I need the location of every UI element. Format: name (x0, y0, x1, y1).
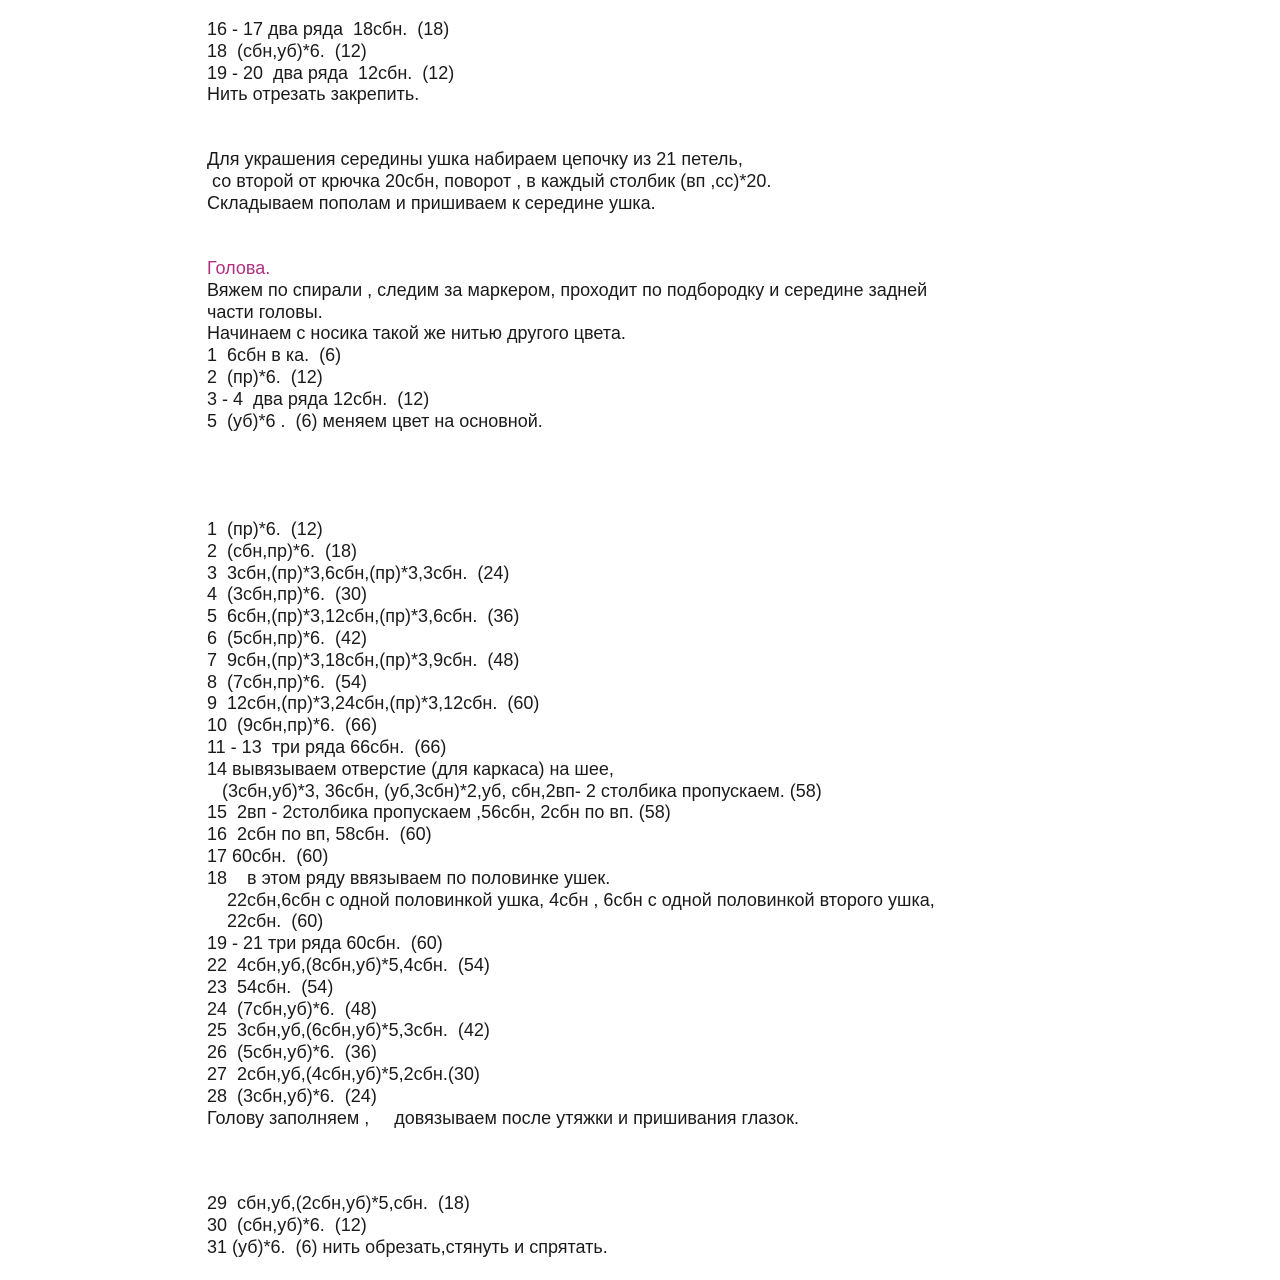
section-head-finish (207, 1193, 1257, 1258)
text-line: 16 2сбн по вп, 58сбн. (60) (207, 824, 432, 845)
text-line: 5 6сбн,(пр)*3,12сбн,(пр)*3,6сбн. (36) (207, 606, 520, 627)
text-line: 29 сбн,уб,(2сбн,уб)*5,сбн. (18) (207, 1193, 470, 1213)
text-line: 1 (пр)*6. (12) (207, 519, 323, 539)
text-line: 27 2сбн,уб,(4сбн,уб)*5,2сбн.(30) (207, 1063, 480, 1084)
text-line: 14 вывязываем отверстие (для каркаса) на шее, (207, 758, 614, 779)
section-heading: Голова. (207, 258, 271, 278)
text-line: 8 (7сбн,пр)*6. (54) (207, 671, 368, 692)
text-line: Нить отрезать закрепить. (207, 84, 420, 105)
text-line: части головы. (207, 301, 323, 322)
text-line: 30 (сбн,уб)*6. (12) (207, 1214, 367, 1235)
text-line: Голову заполняем , довязываем после утяжки и пришивания глазок. (207, 1107, 799, 1128)
text-line: 28 (3сбн,уб)*6. (24) (207, 1085, 377, 1106)
text-line: 22сбн. (60) (207, 911, 324, 932)
text-line: 2 (пр)*6. (12) (207, 366, 323, 387)
text-line: 15 2вп - 2столбика пропускаем ,56сбн, 2сбн по вп. (58) (207, 802, 671, 823)
text-line: 16 - 17 два ряда 18сбн. (18) (207, 19, 450, 39)
text-line: 19 - 20 два ряда 12сбн. (12) (207, 62, 455, 83)
text-line: 18 в этом ряду ввязываем по половинке ушек. (207, 867, 611, 888)
text-line: 2 (сбн,пр)*6. (18) (207, 540, 358, 561)
text-line: (3сбн,уб)*3, 36сбн, (уб,3сбн)*2,уб, сбн,2вп- 2 столбика пропускаем. (58) (207, 780, 822, 801)
text-line: Для украшения середины ушка набираем цепочку из 21 петель, (207, 149, 743, 169)
text-line: 6 (5сбн,пр)*6. (42) (207, 627, 368, 648)
section-ear-end (207, 19, 1257, 106)
text-line: 4 (3сбн,пр)*6. (30) (207, 584, 368, 605)
text-line: 22сбн,6сбн с одной половинкой ушка, 4сбн , 6сбн с одной половинкой второго ушка, (207, 889, 935, 910)
text-line: 9 12сбн,(пр)*3,24сбн,(пр)*3,12сбн. (60) (207, 693, 540, 714)
text-line: Начинаем с носика такой же нитью другого цвета. (207, 323, 626, 344)
text-line: 5 (уб)*6 . (6) меняем цвет на основной. (207, 410, 543, 431)
text-line: 3 - 4 два ряда 12сбн. (12) (207, 388, 430, 409)
section-ear-decoration (207, 149, 1257, 214)
text-line: 24 (7сбн,уб)*6. (48) (207, 998, 377, 1019)
text-line: 18 (сбн,уб)*6. (12) (207, 40, 367, 61)
text-line: Вяжем по спирали , следим за маркером, проходит по подбородку и середине задней (207, 279, 928, 300)
section-head-rows (207, 519, 1257, 1129)
section-head (207, 258, 1257, 432)
text-line: 11 - 13 три ряда 66сбн. (66) (207, 736, 447, 757)
text-line: 3 3сбн,(пр)*3,6сбн,(пр)*3,3сбн. (24) (207, 562, 510, 583)
text-line: 23 54сбн. (54) (207, 976, 334, 997)
text-line: со второй от крючка 20сбн, поворот , в каждый столбик (вп ,сс)*20. (207, 170, 772, 191)
text-line: 22 4сбн,уб,(8сбн,уб)*5,4сбн. (54) (207, 954, 490, 975)
text-line: 17 60сбн. (60) (207, 845, 329, 866)
text-line: 7 9сбн,(пр)*3,18сбн,(пр)*3,9сбн. (48) (207, 649, 520, 670)
text-line: Складываем пополам и пришиваем к середине ушка. (207, 192, 656, 213)
text-line: 1 6сбн в ка. (6) (207, 345, 342, 366)
text-line: 10 (9сбн,пр)*6. (66) (207, 715, 378, 736)
text-line: 31 (уб)*6. (6) нить обрезать,стянуть и спрятать. (207, 1236, 608, 1257)
text-line: 25 3сбн,уб,(6сбн,уб)*5,3сбн. (42) (207, 1020, 490, 1041)
text-line: 19 - 21 три ряда 60сбн. (60) (207, 933, 443, 954)
text-line: 26 (5сбн,уб)*6. (36) (207, 1042, 377, 1063)
